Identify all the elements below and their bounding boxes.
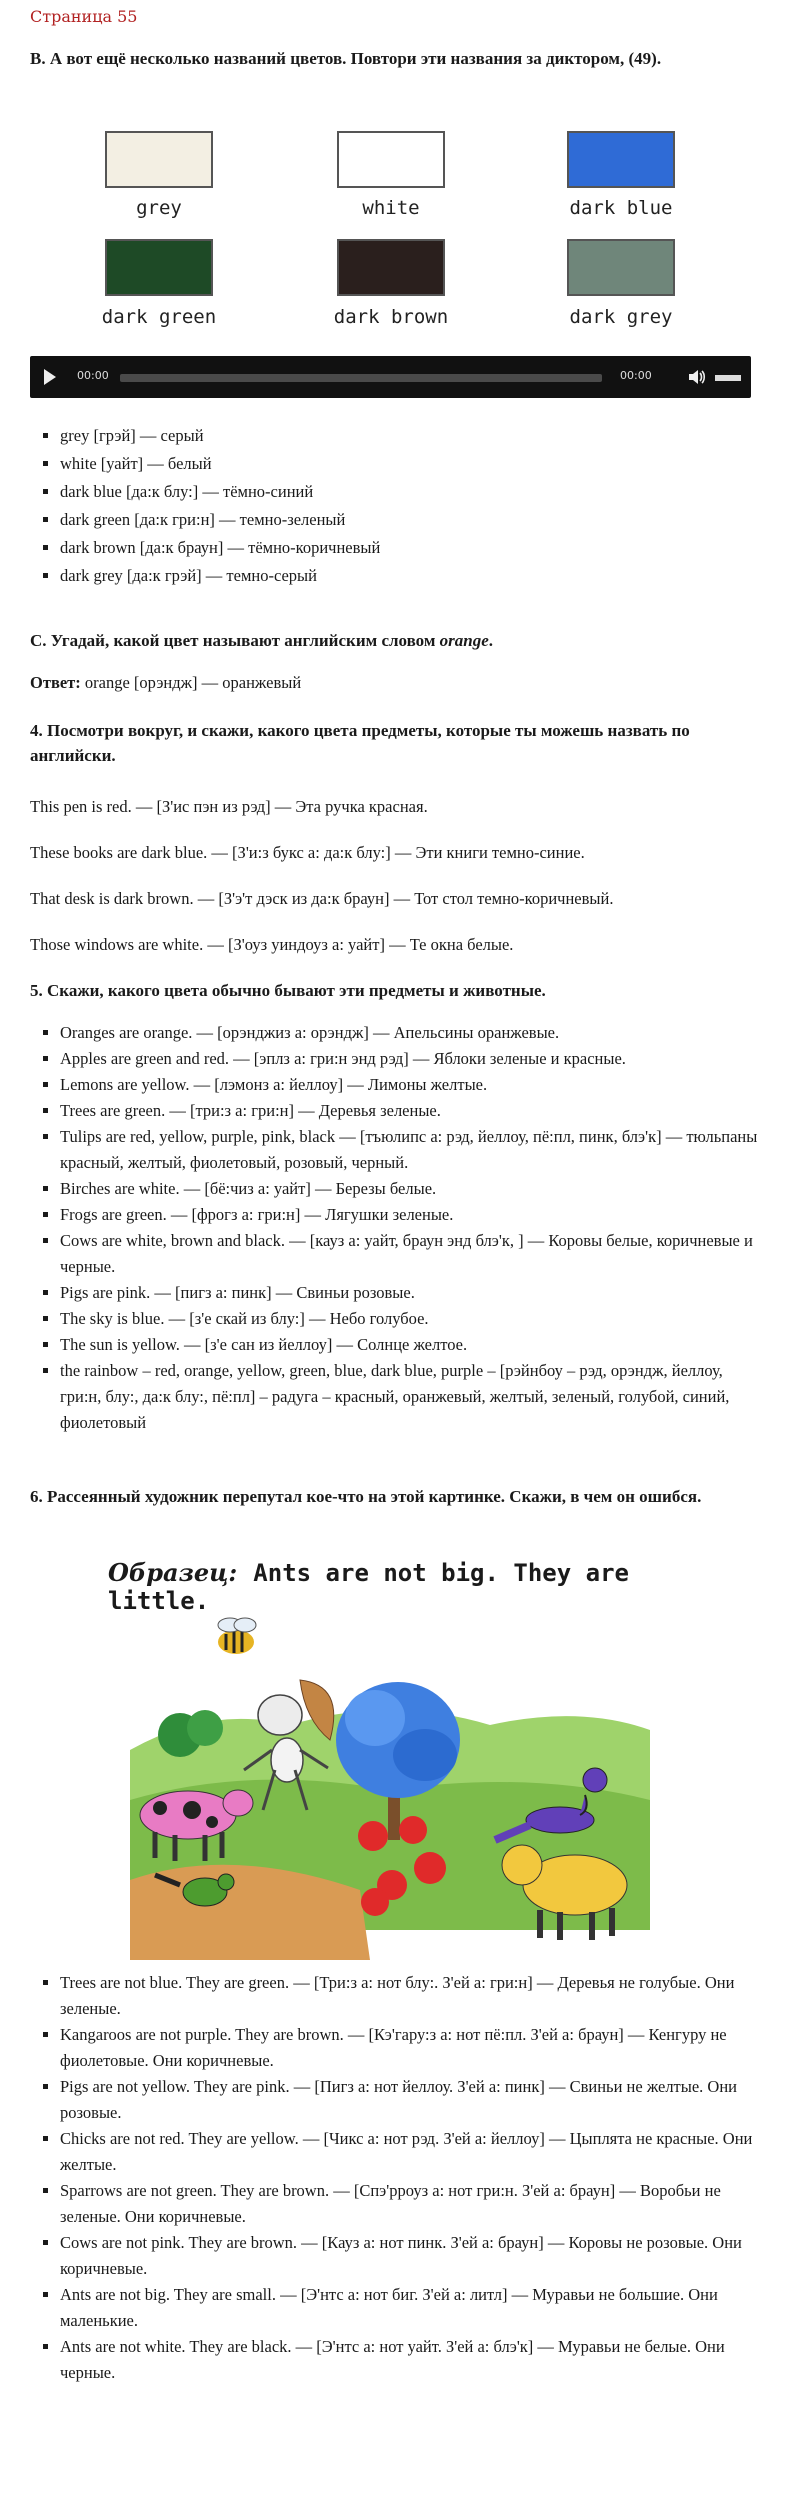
sample-text: Ants are not big. They are little. <box>108 1559 629 1615</box>
list-item: ▪ the rainbow – red, orange, yellow, green, blue, dark blue, purple – [рэйнбоу – рэд, орэндж, йеллоу, гри:н, блу:, да:к блу:, пё:пл] – радуга – красный, оранжевый, желтый, зеленый, голубой, синий, фиолетовый <box>60 1358 760 1436</box>
seek-bar[interactable] <box>120 374 602 382</box>
volume-slider[interactable] <box>715 375 741 381</box>
swatch-white <box>337 131 445 188</box>
example-line: Those windows are white. — [З'оуз уиндоуз а: уайт] — Те окна белые. <box>30 935 514 954</box>
list-item: ▪ dark grey [да:к грэй] — темно-серый <box>60 562 760 590</box>
list-item: ▪ Lemons are yellow. — [лэмонз а: йеллоу] — Лимоны желтые. <box>60 1072 760 1098</box>
example-line: These books are dark blue. — [З'и:з букс а: да:к блу:] — Эти книги темно-синие. <box>30 843 585 862</box>
swatch-dark-green <box>105 239 213 296</box>
swatch-grey <box>105 131 213 188</box>
swatch-dark-blue <box>567 131 675 188</box>
duration: 00:00 <box>620 369 652 382</box>
swatch-label-dark-brown: dark brown <box>333 306 449 328</box>
list-item: ▪ Ants are not white. They are black. — [Э'нтс а: нот уайт. З'ей а: блэ'к] — Муравьи не белые. Они черные. <box>60 2334 760 2386</box>
section-6-heading: 6. Рассеянный художник перепутал кое-что на этой картинке. Скажи, в чем он ошибся. <box>30 1487 702 1506</box>
current-time: 00:00 <box>77 369 109 382</box>
section-c-heading: C. Угадай, какой цвет называют английским словом orange. <box>30 631 494 650</box>
swatch-label-white: white <box>362 197 420 219</box>
section-b-heading: B. А вот ещё несколько названий цветов. Повтори эти названия за диктором, (49). <box>30 49 662 68</box>
list-item: ▪ Pigs are not yellow. They are pink. — [Пигз а: нот йеллоу. З'ей а: пинк] — Свиньи не желтые. Они розовые. <box>60 2074 760 2126</box>
list-item: ▪ dark green [да:к гри:н] — темно-зеленый <box>60 506 760 534</box>
list-item: ▪ dark brown [да:к браун] — тёмно-коричневый <box>60 534 760 562</box>
list-item: ▪ Trees are green. — [три:з а: гри:н] — Деревья зеленые. <box>60 1098 760 1124</box>
color-list <box>30 422 760 590</box>
swatch-label-grey: grey <box>136 197 182 219</box>
swatch-dark-grey <box>567 239 675 296</box>
swatch-dark-brown <box>337 239 445 296</box>
list-item: ▪ Trees are not blue. They are green. — [Три:з а: нот блу:. З'ей а: гри:н] — Деревья не голубые. Они зеленые. <box>60 1970 760 2022</box>
section-5-list <box>30 1020 760 1436</box>
list-item: ▪ white [уайт] — белый <box>60 450 760 478</box>
list-item: ▪ Oranges are orange. — [орэнджиз а: орэндж] — Апельсины оранжевые. <box>60 1020 760 1046</box>
list-item: ▪ Tulips are red, yellow, purple, pink, black — [тъюлипс а: рэд, йеллоу, пё:пл, пинк, блэ'к] — тюльпаны красный, желтый, фиолетовый, розовый, черный. <box>60 1124 760 1176</box>
list-item: ▪ Sparrows are not green. They are brown. — [Спэ'рроуз а: нот гри:н. З'ей а: браун] — Воробьи не зеленые. Они коричневые. <box>60 2178 760 2230</box>
swatch-label-dark-blue: dark blue <box>569 197 673 219</box>
list-item: ▪ Birches are white. — [бё:чиз а: уайт] — Березы белые. <box>60 1176 760 1202</box>
list-item: ▪ Apples are green and red. — [эплз а: гри:н энд рэд] — Яблоки зеленые и красные. <box>60 1046 760 1072</box>
audio-player <box>30 356 751 398</box>
list-item: ▪ Cows are not pink. They are brown. — [Кауз а: нот пинк. З'ей а: браун] — Коровы не розовые. Они коричневые. <box>60 2230 760 2282</box>
list-item: ▪ Ants are not big. They are small. — [Э'нтс а: нот биг. З'ей а: литл] — Муравьи не большие. Они маленькие. <box>60 2282 760 2334</box>
example-line: That desk is dark brown. — [З'э'т дэск из да:к браун] — Тот стол темно-коричневый. <box>30 889 614 908</box>
list-item: ▪ Frogs are green. — [фрогз а: гри:н] — Лягушки зеленые. <box>60 1202 760 1228</box>
list-item: ▪ grey [грэй] — серый <box>60 422 760 450</box>
sample-label: Образец: <box>108 1558 238 1587</box>
swatch-label-dark-green: dark green <box>101 306 217 328</box>
list-item: ▪ dark blue [да:к блу:] — тёмно-синий <box>60 478 760 506</box>
answer-line: Ответ: orange [орэндж] — оранжевый <box>30 673 302 692</box>
list-item: ▪ Pigs are pink. — [пигз а: пинк] — Свиньи розовые. <box>60 1280 760 1306</box>
list-item: ▪ Cows are white, brown and black. — [кауз а: уайт, браун энд блэ'к, ] — Коровы белые, коричневые и черные. <box>60 1228 760 1280</box>
list-item: ▪ The sun is yellow. — [з'е сан из йеллоу] — Солнце желтое. <box>60 1332 760 1358</box>
section-5-heading: 5. Скажи, какого цвета обычно бывают эти предметы и животные. <box>30 981 546 1000</box>
play-icon[interactable] <box>44 369 56 385</box>
swatch-label-dark-grey: dark grey <box>569 306 673 328</box>
example-line: This pen is red. — [З'ис пэн из рэд] — Эта ручка красная. <box>30 797 428 816</box>
color-swatch-grid <box>75 127 705 337</box>
list-item: ▪ The sky is blue. — [з'е скай из блу:] — Небо голубое. <box>60 1306 760 1332</box>
list-item: ▪ Chicks are not red. They are yellow. — [Чикс а: нот рэд. З'ей а: йеллоу] — Цыплята не красные. Они желтые. <box>60 2126 760 2178</box>
page-link[interactable]: Страница 55 <box>30 7 138 26</box>
section-6-list <box>30 1970 760 2386</box>
volume-icon[interactable] <box>688 368 706 386</box>
list-item: ▪ Kangaroos are not purple. They are brown. — [Кэ'гару:з а: нот пё:пл. З'ей а: браун] — Кенгуру не фиолетовые. Они коричневые. <box>60 2022 760 2074</box>
section-4-heading: 4. Посмотри вокруг, и скажи, какого цвета предметы, которые ты можешь назвать по английски. <box>30 721 690 765</box>
scene-illustration <box>130 1600 650 1960</box>
